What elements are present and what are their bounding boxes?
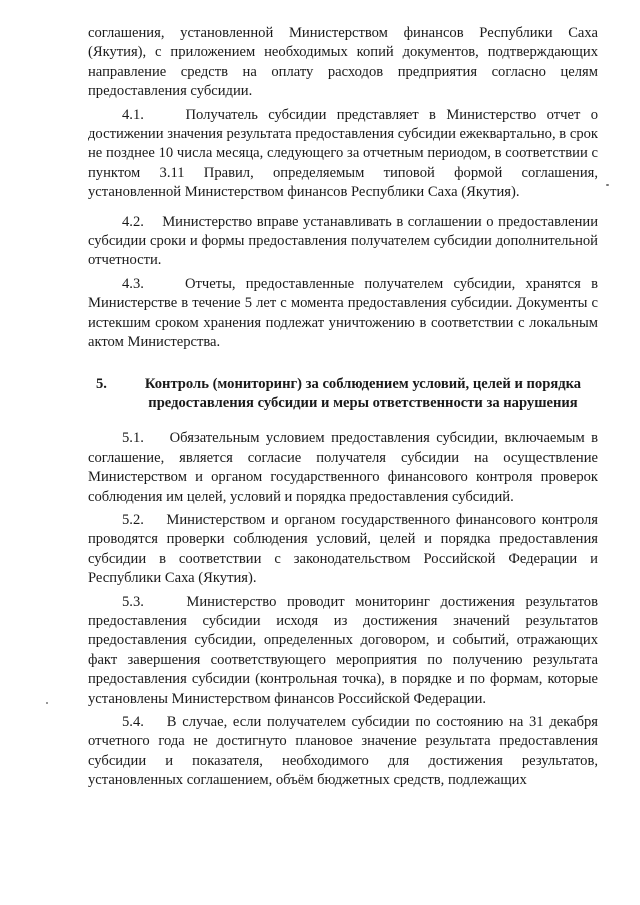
document-page	[88, 24, 598, 791]
clause-number: 4.2.	[122, 213, 144, 230]
clause-text: Министерство проводит мониторинг достижения результатов предоставления субсидии исходя из достижения значений результатов предоставления субсидии, определенных договором, и событий, отражающих факт завершения соответствующего мероприятия по получению результата предоставления субсидии (контрольная точка), в порядке и по формам, которые установлены Министерством финансов Российской Федерации.	[88, 593, 598, 707]
clause-4-3	[88, 275, 598, 353]
scan-speck	[606, 184, 609, 186]
clause-text: Отчеты, предоставленные получателем субсидии, хранятся в Министерстве в течение 5 лет с момента предоставления субсидии. Документы с истекшим сроком хранения подлежат уничтожению в соответствии с локальным актом Министерства.	[88, 275, 598, 351]
clause-5-2	[88, 511, 598, 589]
clause-text: В случае, если получателем субсидии по состоянию на 31 декабря отчетного года не достигнуто плановое значение результата предоставления субсидии и показателя, необходимого для достижения результатов, установленных соглашением, объём бюджетных средств, подлежащих	[88, 714, 598, 789]
clause-text: Министерство вправе устанавливать в соглашении о предоставлении субсидии сроки и формы предоставления получателем субсидии дополнительной отчетности.	[88, 213, 599, 269]
clause-5-4	[88, 713, 598, 791]
section-number: 5.	[96, 375, 107, 392]
clause-number: 5.2.	[122, 511, 144, 528]
clause-text: Министерством и органом государственного финансового контроля проводятся проверки соблюдения условий, целей и порядка предоставления субсидии в соответствии с законодательством Российской Федерации и Республики Саха (Якутия).	[88, 511, 598, 587]
intro-paragraph: соглашения, установленной Министерством финансов Республики Саха (Якутия), с приложением необходимых копий документов, подтверждающих направление средств на оплату расходов предприятия согласно целям предоставления субсидии.	[88, 25, 598, 100]
clause-text: Получатель субсидии представляет в Министерство отчет о достижении значения результата предоставления субсидии ежеквартально, в срок не позднее 10 числа месяца, следующего за отчетным периодом, в соответствии с пунктом 3.11 Правил, определяемым типовой формой соглашения, установленной Министерством финансов Республики Саха (Якутия).	[88, 106, 599, 201]
clause-4-1	[88, 106, 598, 203]
clause-5-3	[88, 593, 598, 709]
clause-number: 5.1.	[122, 430, 144, 447]
clause-number: 4.3.	[122, 275, 144, 292]
clause-4-2	[88, 213, 598, 271]
clause-number: 5.4.	[122, 714, 144, 730]
clause-5-1	[88, 429, 598, 507]
section-title: Контроль (мониторинг) за соблюдением условий, целей и порядка предоставления субсидии и меры ответственности за нарушения	[144, 375, 582, 411]
clause-number: 4.1.	[122, 106, 144, 123]
section-5-heading	[88, 375, 598, 414]
clause-text: Обязательным условием предоставления субсидии, включаемым в соглашение, является согласие получателя субсидии на осуществление Министерством и органом государственного финансового контроля проверок соблюдения им целей, условий и порядка предоставления субсидий.	[88, 430, 598, 505]
scan-speck	[46, 702, 48, 704]
clause-number: 5.3.	[122, 593, 144, 610]
